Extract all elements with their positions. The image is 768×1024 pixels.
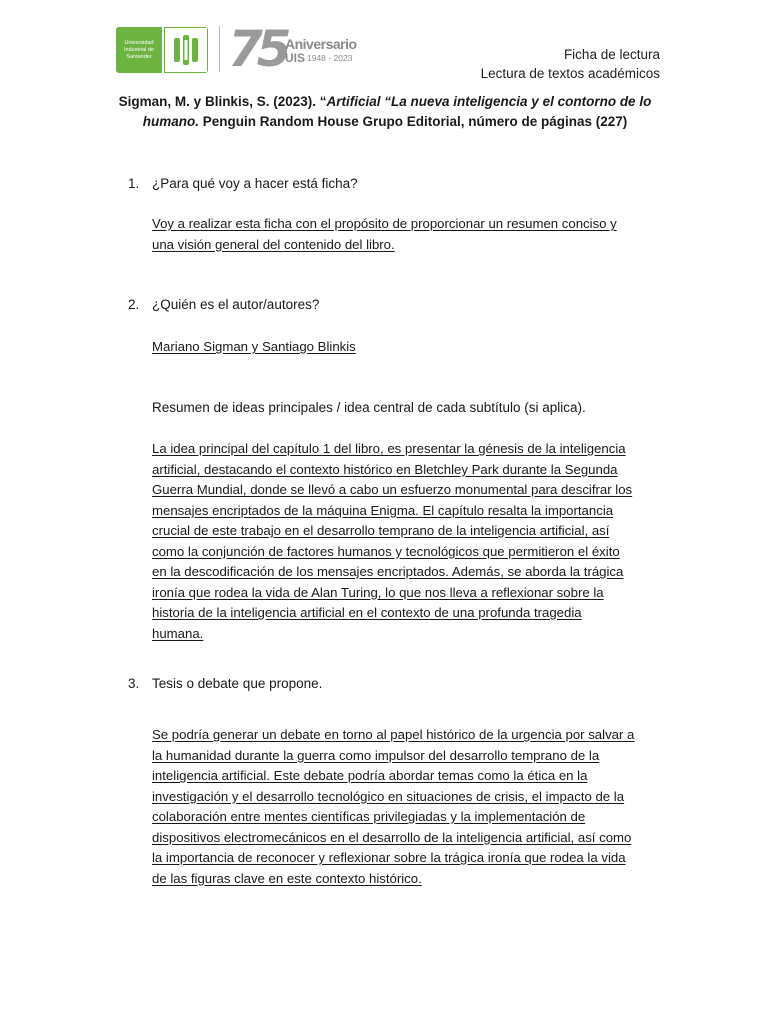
- answer-line: Voy a realizar esta ficha con el propósito de proporcionar un resumen conciso y: [152, 216, 617, 231]
- answer-2: [152, 337, 662, 358]
- question-number: 3.: [128, 676, 140, 691]
- answer-line: investigación y el desarrollo tecnológico en situaciones de crisis, el impacto de la: [152, 788, 625, 804]
- university-logo-text: Universidad Industrial de Santander: [116, 27, 162, 73]
- answer-line: colaboración entre mentes científicas privilegiadas y la implementación de: [152, 809, 586, 824]
- answer-line: Se podría generar un debate en torno al papel histórico de la urgencia por salvar a: [152, 727, 635, 742]
- answer-line: la importancia de reconocer y reflexionar sobre la trágica ironía que rodea la vida: [152, 850, 626, 865]
- page-header: [0, 0, 768, 90]
- anniversary-years: 1948 - 2023: [307, 53, 353, 63]
- citation-title-1: Artificial “La nueva inteligencia y el contorno de lo: [326, 94, 652, 109]
- citation-publisher: Penguin Random House Grupo Editorial, número de páginas (227): [198, 114, 628, 129]
- answer-line: inteligencia artificial. Este debate podría abordar temas como la ética en la: [152, 768, 588, 783]
- anniversary-logo: [226, 20, 357, 78]
- university-logo: [116, 27, 208, 73]
- answer-3: [152, 725, 662, 889]
- answer-line: artificial, destacando el contexto histórico en Bletchley Park durante la Segunda: [152, 461, 618, 477]
- citation-authors: Sigman, M. y Blinkis, S. (2023). “: [118, 94, 327, 109]
- answer-line: ironía que rodea la vida de Alan Turing, lo que nos lleva a reflexionar sobre la: [152, 584, 604, 600]
- answer-line: crucial de este trabajo en el desarrollo temprano de la inteligencia artificial, así: [152, 523, 610, 538]
- answer-line: Mariano Sigman y Santiago Blinkis: [152, 339, 356, 354]
- answer-line: humana.: [152, 625, 204, 641]
- answer-line: la humanidad durante la guerra como impulsor del desarrollo temprano de la: [152, 747, 600, 763]
- summary-heading: Resumen de ideas principales / idea central de cada subtítulo (si aplica).: [152, 400, 586, 415]
- answer-line: una visión general del contenido del libro.: [152, 236, 395, 252]
- citation-title-2: humano.: [142, 114, 199, 129]
- question-number: 1.: [128, 176, 140, 191]
- answer-line: mensajes encriptados de la máquina Enigma. El capítulo resalta la importancia: [152, 502, 614, 518]
- citation: [118, 92, 652, 132]
- header-divider: [219, 26, 220, 72]
- uis-mark-icon: [164, 27, 208, 73]
- question-text: ¿Quién es el autor/autores?: [152, 297, 320, 312]
- answer-line: en la descodificación de los mensajes encriptados. Además, se aborda la trágica: [152, 564, 624, 579]
- answer-1: [152, 214, 662, 255]
- question-text: Tesis o debate que propone.: [152, 676, 323, 691]
- summary-answer: [152, 439, 662, 644]
- answer-line: Guerra Mundial, donde se llevó a cabo un esfuerzo monumental para descifrar los: [152, 482, 633, 497]
- doc-type: Ficha de lectura: [563, 47, 660, 62]
- anniversary-uis: UIS: [285, 51, 306, 65]
- question-text: ¿Para qué voy a hacer está ficha?: [152, 176, 358, 191]
- answer-line: dispositivos electromecánicos en el desarrollo de la inteligencia artificial, así como: [152, 829, 632, 845]
- answer-line: como la conjunción de factores humanos y tecnológicos que permitieron el éxito: [152, 543, 620, 559]
- document-type-block: [481, 45, 660, 83]
- anniversary-number: 75: [228, 20, 286, 78]
- answer-line: de las figuras clave en este contexto histórico.: [152, 870, 422, 886]
- answer-line: historia de la inteligencia artificial en el contexto de una profunda tragedia: [152, 605, 582, 620]
- doc-subtitle: Lectura de textos académicos: [480, 66, 660, 81]
- question-number: 2.: [128, 297, 140, 312]
- answer-line: La idea principal del capítulo 1 del libro, es presentar la génesis de la inteligencia: [152, 441, 626, 456]
- anniversary-word: Aniversario: [285, 36, 357, 52]
